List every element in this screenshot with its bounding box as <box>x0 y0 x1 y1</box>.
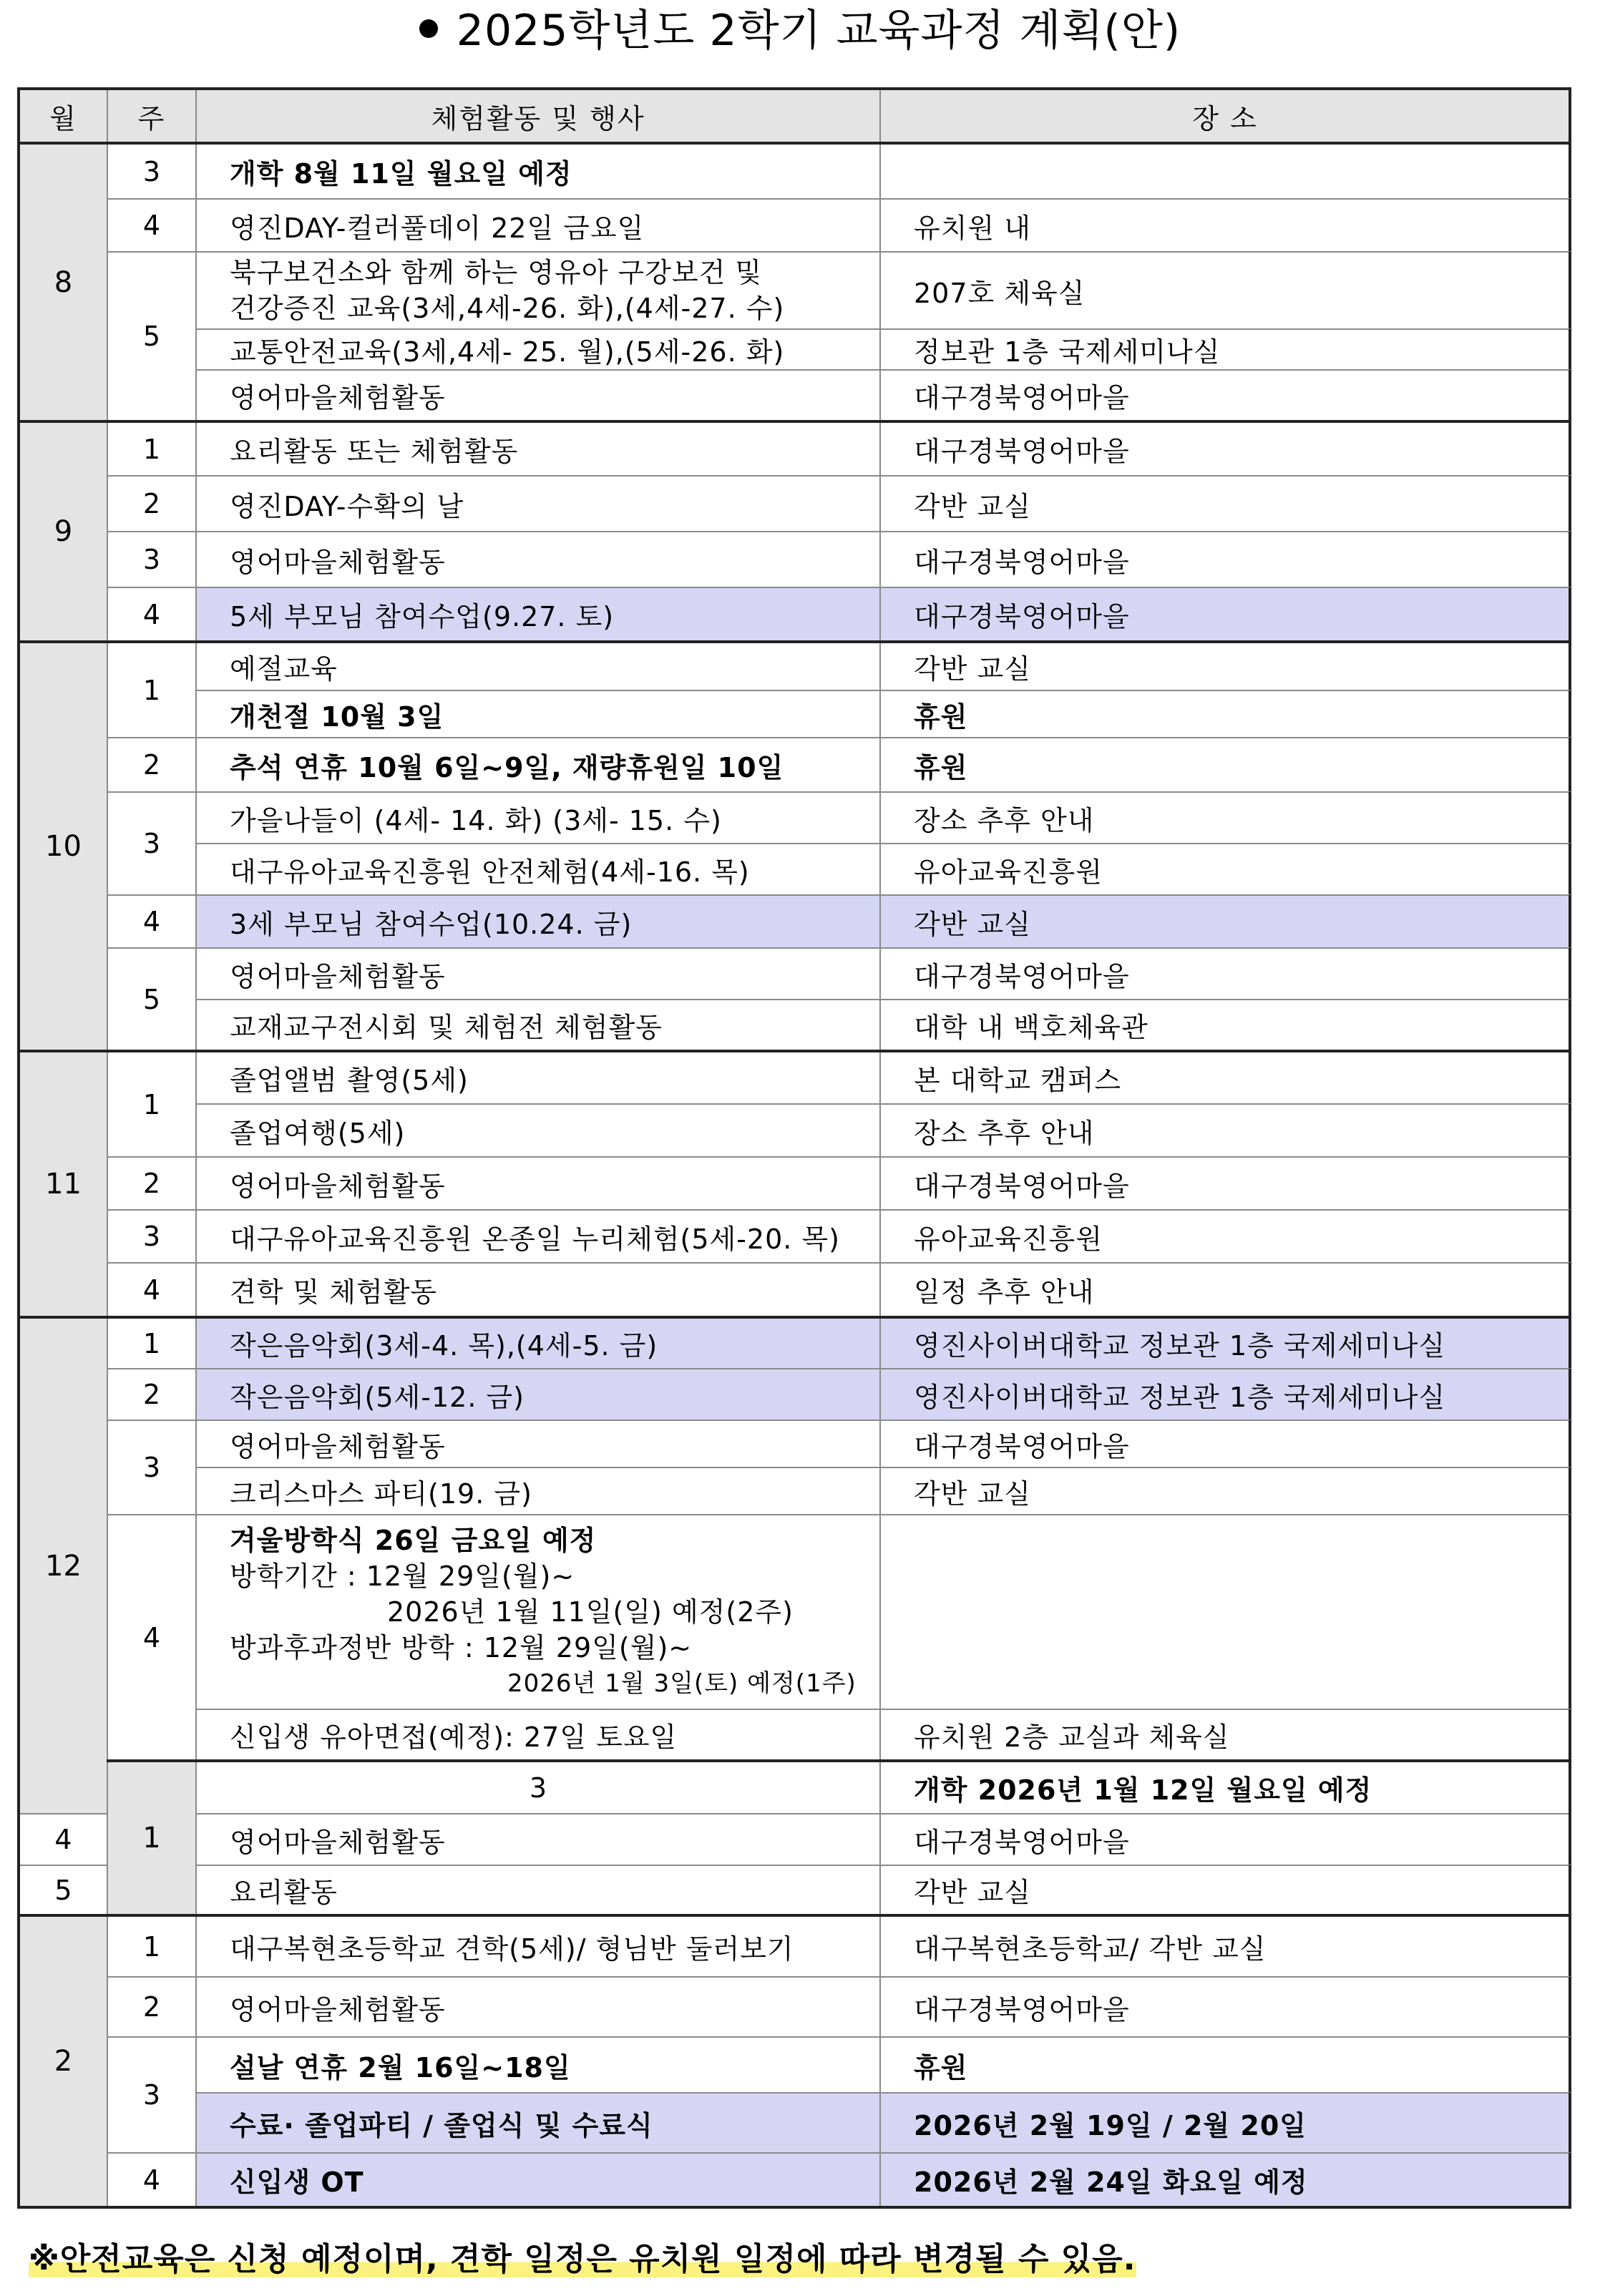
table-row <box>19 1369 1570 1420</box>
table-row <box>19 895 1570 948</box>
week-cell: 4 <box>107 895 196 948</box>
table-row <box>19 1467 1570 1515</box>
activity-cell: 영어마을체험활동 <box>196 1977 880 2037</box>
place-cell <box>880 143 1570 199</box>
place-cell: 유아교육진흥원 <box>880 1210 1570 1263</box>
place-cell: 본 대학교 캠퍼스 <box>880 1051 1570 1104</box>
place-cell: 각반 교실 <box>880 895 1570 948</box>
place-cell: 각반 교실 <box>880 1865 1570 1915</box>
activity-cell: 개학 8월 11일 월요일 예정 <box>196 143 880 199</box>
header-activity: 체험활동 및 행사 <box>196 89 880 143</box>
place-cell: 2026년 2월 24일 화요일 예정 <box>880 2153 1570 2207</box>
place-cell: 유아교육진흥원 <box>880 844 1570 895</box>
activity-cell: 졸업여행(5세) <box>196 1104 880 1157</box>
table-row <box>19 1814 1570 1865</box>
activity-cell: 예절교육 <box>196 642 880 690</box>
activity-cell: 영어마을체험활동 <box>196 1814 880 1865</box>
activity-cell: 신입생 OT <box>196 2153 880 2207</box>
place-cell: 대구경북영어마을 <box>880 421 1570 476</box>
place-cell: 대구경북영어마을 <box>880 1420 1570 1467</box>
month-cell: 8 <box>19 143 107 421</box>
month-cell: 10 <box>19 642 107 1051</box>
place-cell: 장소 추후 안내 <box>880 792 1570 844</box>
page-title <box>0 1 1600 60</box>
place-cell: 대구복현초등학교/ 각반 교실 <box>880 1915 1570 1977</box>
week-cell: 4 <box>107 199 196 252</box>
activity-line: 2026년 1월 11일(일) 예정(2주) <box>387 1596 794 1628</box>
place-cell: 영진사이버대학교 정보관 1층 국제세미나실 <box>880 1317 1570 1369</box>
place-cell: 유치원 내 <box>880 199 1570 252</box>
activity-cell: 신입생 유아면접(예정): 27일 토요일 <box>196 1709 880 1761</box>
week-cell: 4 <box>107 2153 196 2207</box>
activity-cell: 추석 연휴 10월 6일~9일, 재량휴원일 10일 <box>196 738 880 792</box>
place-cell: 일정 추후 안내 <box>880 1263 1570 1317</box>
table-row <box>19 642 1570 690</box>
place-cell: 대구경북영어마을 <box>880 1157 1570 1210</box>
table-row <box>19 1263 1570 1317</box>
table-row <box>19 1977 1570 2037</box>
table-row <box>19 738 1570 792</box>
table-row <box>19 1515 1570 1709</box>
activity-cell: 요리활동 <box>196 1865 880 1915</box>
week-cell: 2 <box>107 1157 196 1210</box>
activity-cell: 영어마을체험활동 <box>196 1157 880 1210</box>
activity-cell: 수료· 졸업파티 / 졸업식 및 수료식 <box>196 2093 880 2153</box>
page-title-text: 2025학년도 2학기 교육과정 계획(안) <box>456 6 1181 56</box>
week-cell: 1 <box>107 1051 196 1157</box>
activity-cell: 대구유아교육진흥원 온종일 누리체험(5세-20. 목) <box>196 1210 880 1263</box>
table-row <box>19 476 1570 532</box>
footnote <box>29 2238 1136 2281</box>
place-cell: 각반 교실 <box>880 1467 1570 1515</box>
place-cell: 각반 교실 <box>880 642 1570 690</box>
bullet-icon <box>419 19 438 38</box>
table-row <box>19 1157 1570 1210</box>
table-row <box>19 690 1570 738</box>
activity-line: 방과후과정반 방학 : 12월 29일(월)~ <box>230 1632 693 1664</box>
month-cell: 12 <box>19 1317 107 1814</box>
activity-line: 건강증진 교육(3세,4세-26. 화),(4세-27. 수) <box>230 293 785 324</box>
week-cell: 5 <box>107 948 196 1051</box>
table-row <box>19 370 1570 421</box>
activity-cell: 작은음악회(5세-12. 금) <box>196 1369 880 1420</box>
month-cell: 9 <box>19 421 107 642</box>
week-cell: 3 <box>107 143 196 199</box>
activity-cell: 3세 부모님 참여수업(10.24. 금) <box>196 895 880 948</box>
activity-cell: 가을나들이 (4세- 14. 화) (3세- 15. 수) <box>196 792 880 844</box>
week-cell: 2 <box>107 738 196 792</box>
place-cell: 정보관 1층 국제세미나실 <box>880 329 1570 370</box>
week-cell: 4 <box>19 1814 107 1865</box>
curriculum-table <box>17 87 1571 2209</box>
month-cell: 11 <box>19 1051 107 1317</box>
activity-line: 2026년 1월 3일(토) 예정(1주) <box>507 1669 857 1698</box>
activity-line: 방학기간 : 12월 29일(월)~ <box>230 1560 575 1592</box>
place-cell: 휴원 <box>880 690 1570 738</box>
month-cell: 1 <box>107 1761 196 1915</box>
place-cell: 대구경북영어마을 <box>880 948 1570 1000</box>
table-row <box>19 844 1570 895</box>
table-row <box>19 2037 1570 2093</box>
activity-cell: 대구복현초등학교 견학(5세)/ 형님반 둘러보기 <box>196 1915 880 1977</box>
header-week: 주 <box>107 89 196 143</box>
activity-cell: 영어마을체험활동 <box>196 532 880 587</box>
week-cell: 3 <box>107 1420 196 1515</box>
week-cell: 1 <box>107 1317 196 1369</box>
table-row <box>19 143 1570 199</box>
table-row <box>19 587 1570 642</box>
week-cell: 5 <box>19 1865 107 1915</box>
place-cell: 휴원 <box>880 2037 1570 2093</box>
activity-cell: 영어마을체험활동 <box>196 1420 880 1467</box>
month-cell: 2 <box>19 1915 107 2207</box>
place-cell: 유치원 2층 교실과 체육실 <box>880 1709 1570 1761</box>
table-row <box>19 1210 1570 1263</box>
activity-line: 겨울방학식 26일 금요일 예정 <box>230 1525 597 1556</box>
week-cell: 3 <box>107 532 196 587</box>
week-cell: 2 <box>107 1369 196 1420</box>
table-row <box>19 421 1570 476</box>
table-row <box>19 199 1570 252</box>
place-cell: 영진사이버대학교 정보관 1층 국제세미나실 <box>880 1369 1570 1420</box>
table-row <box>19 1000 1570 1051</box>
activity-cell: 설날 연휴 2월 16일~18일 <box>196 2037 880 2093</box>
place-cell: 장소 추후 안내 <box>880 1104 1570 1157</box>
activity-cell: 영진DAY-컬러풀데이 22일 금요일 <box>196 199 880 252</box>
week-cell: 1 <box>107 642 196 738</box>
activity-cell <box>196 1515 880 1709</box>
place-cell: 대학 내 백호체육관 <box>880 1000 1570 1051</box>
week-cell: 2 <box>107 1977 196 2037</box>
activity-cell: 5세 부모님 참여수업(9.27. 토) <box>196 587 880 642</box>
activity-cell: 크리스마스 파티(19. 금) <box>196 1467 880 1515</box>
week-cell: 1 <box>107 421 196 476</box>
table-row <box>19 792 1570 844</box>
week-cell: 4 <box>107 1515 196 1761</box>
activity-cell: 영진DAY-수확의 날 <box>196 476 880 532</box>
activity-cell: 개학 2026년 1월 12일 월요일 예정 <box>880 1761 1570 1814</box>
activity-cell: 요리활동 또는 체험활동 <box>196 421 880 476</box>
table-row <box>19 252 1570 329</box>
table-row <box>19 2153 1570 2207</box>
activity-cell <box>196 252 880 329</box>
week-cell: 3 <box>107 1210 196 1263</box>
week-cell: 3 <box>196 1761 880 1814</box>
header-place: 장 소 <box>880 89 1570 143</box>
table-row <box>19 532 1570 587</box>
activity-cell: 교재교구전시회 및 체험전 체험활동 <box>196 1000 880 1051</box>
table-row <box>19 1104 1570 1157</box>
table-row <box>19 329 1570 370</box>
activity-cell: 영어마을체험활동 <box>196 948 880 1000</box>
place-cell: 2026년 2월 19일 / 2월 20일 <box>880 2093 1570 2153</box>
place-cell: 대구경북영어마을 <box>880 1814 1570 1865</box>
week-cell: 4 <box>107 587 196 642</box>
week-cell: 1 <box>107 1915 196 1977</box>
table-header-row <box>19 89 1570 143</box>
table-row <box>19 1915 1570 1977</box>
activity-cell: 영어마을체험활동 <box>196 370 880 421</box>
table-row <box>19 1317 1570 1369</box>
table-row <box>19 948 1570 1000</box>
activity-cell: 견학 및 체험활동 <box>196 1263 880 1317</box>
place-cell: 대구경북영어마을 <box>880 587 1570 642</box>
activity-cell: 작은음악회(3세-4. 목),(4세-5. 금) <box>196 1317 880 1369</box>
table-row <box>19 1761 1570 1814</box>
table-row <box>19 1420 1570 1467</box>
table-row <box>19 1051 1570 1104</box>
table-row <box>19 1709 1570 1761</box>
week-cell: 5 <box>107 252 196 421</box>
table-row <box>19 1865 1570 1915</box>
place-cell: 휴원 <box>880 738 1570 792</box>
place-cell: 대구경북영어마을 <box>880 532 1570 587</box>
activity-line: 북구보건소와 함께 하는 영유아 구강보건 및 <box>230 257 763 288</box>
place-cell: 대구경북영어마을 <box>880 1977 1570 2037</box>
place-cell: 각반 교실 <box>880 476 1570 532</box>
activity-cell: 교통안전교육(3세,4세- 25. 월),(5세-26. 화) <box>196 329 880 370</box>
week-cell: 4 <box>107 1263 196 1317</box>
week-cell: 3 <box>107 792 196 895</box>
footnote-text: ※안전교육은 신청 예정이며, 견학 일정은 유치원 일정에 따라 변경될 수 있음. <box>29 2241 1136 2277</box>
week-cell: 2 <box>107 476 196 532</box>
header-month: 월 <box>19 89 107 143</box>
activity-cell: 졸업앨범 촬영(5세) <box>196 1051 880 1104</box>
place-cell: 대구경북영어마을 <box>880 370 1570 421</box>
activity-cell: 대구유아교육진흥원 안전체험(4세-16. 목) <box>196 844 880 895</box>
activity-cell: 개천절 10월 3일 <box>196 690 880 738</box>
week-cell: 3 <box>107 2037 196 2153</box>
place-cell <box>880 1515 1570 1709</box>
table-row <box>19 2093 1570 2153</box>
place-cell: 207호 체육실 <box>880 252 1570 329</box>
